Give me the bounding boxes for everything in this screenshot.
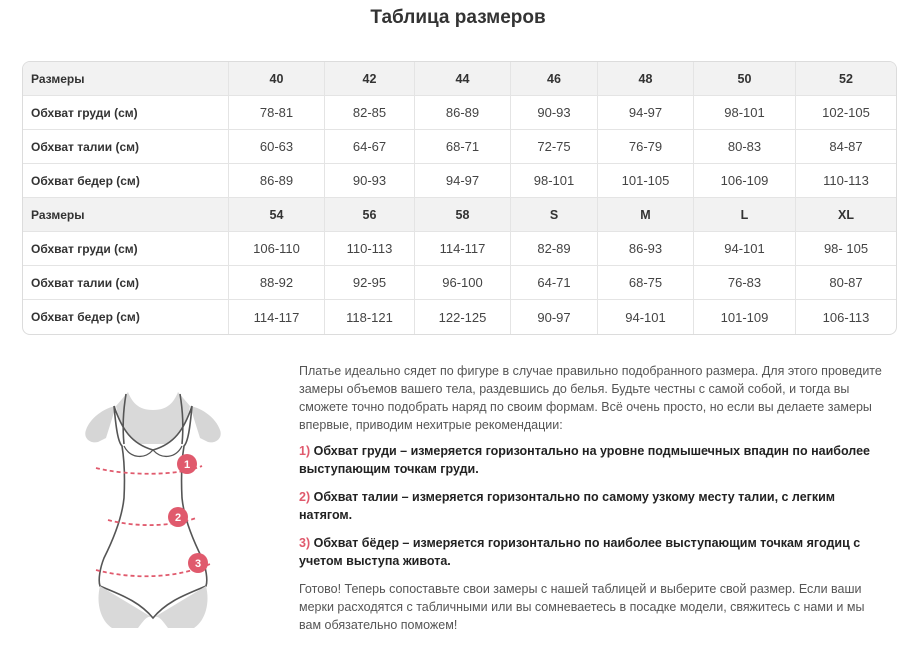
size-header-cell: M [598, 198, 694, 232]
measurement-value-cell: 60-63 [229, 130, 325, 164]
measurement-value-cell: 94-101 [598, 300, 694, 334]
size-header-cell: 48 [598, 62, 694, 96]
svg-text:1: 1 [183, 459, 191, 471]
page-title: Таблица размеров [370, 7, 546, 28]
measurement-value-cell: 64-67 [325, 130, 415, 164]
measurement-value-cell: 86-89 [229, 164, 325, 198]
measurement-value-cell: 94-101 [694, 232, 796, 266]
step-waist [299, 488, 885, 524]
size-header-cell: S [511, 198, 598, 232]
table-row [23, 300, 896, 334]
table-row [23, 96, 896, 130]
measurement-value-cell: 86-93 [598, 232, 694, 266]
measurement-value-cell: 88-92 [229, 266, 325, 300]
table-row [23, 266, 896, 300]
size-header-cell: XL [796, 198, 896, 232]
size-header-cell: 42 [325, 62, 415, 96]
step-text: Обхват талии – измеряется горизонтально по самому узкому месту талии, с легким натягом. [299, 490, 836, 522]
measure-marker-2 [168, 507, 188, 527]
size-header-cell: 54 [229, 198, 325, 232]
measurement-value-cell: 82-89 [511, 232, 598, 266]
measurement-value-cell: 96-100 [415, 266, 511, 300]
table-header-row [23, 198, 896, 232]
measurement-value-cell: 118-121 [325, 300, 415, 334]
measurement-value-cell: 76-83 [694, 266, 796, 300]
measurement-value-cell: 76-79 [598, 130, 694, 164]
measure-marker-1 [177, 454, 197, 474]
table-row [23, 232, 896, 266]
measurement-label-cell: Обхват талии (см) [23, 130, 229, 164]
body-figure-illustration [78, 388, 228, 628]
measurement-value-cell: 64-71 [511, 266, 598, 300]
measurement-label-cell: Обхват груди (см) [23, 232, 229, 266]
measurement-value-cell: 86-89 [415, 96, 511, 130]
measurement-value-cell: 106-109 [694, 164, 796, 198]
step-number: 1) [299, 444, 311, 458]
header-label-cell: Размеры [23, 62, 229, 96]
measurement-label-cell: Обхват бедер (см) [23, 300, 229, 334]
measurement-value-cell: 114-117 [415, 232, 511, 266]
measurement-value-cell: 94-97 [415, 164, 511, 198]
measurement-instructions [299, 362, 885, 644]
table-header-row [23, 62, 896, 96]
step-text: Обхват груди – измеряется горизонтально на уровне подмышечных впадин по наиболее выступающим точкам груди. [299, 444, 870, 476]
size-header-cell: 52 [796, 62, 896, 96]
measurement-value-cell: 94-97 [598, 96, 694, 130]
measurement-value-cell: 68-75 [598, 266, 694, 300]
step-hips [299, 534, 885, 570]
svg-text:3: 3 [194, 558, 202, 570]
step-bust [299, 442, 885, 478]
step-number: 2) [299, 490, 311, 504]
measurement-label-cell: Обхват бедер (см) [23, 164, 229, 198]
measurement-value-cell: 72-75 [511, 130, 598, 164]
measurement-value-cell: 122-125 [415, 300, 511, 334]
measurement-value-cell: 98-101 [694, 96, 796, 130]
measurement-value-cell: 80-87 [796, 266, 896, 300]
measurement-value-cell: 98- 105 [796, 232, 896, 266]
measurement-value-cell: 106-110 [229, 232, 325, 266]
measurement-value-cell: 68-71 [415, 130, 511, 164]
measurement-value-cell: 90-93 [511, 96, 598, 130]
measurement-value-cell: 78-81 [229, 96, 325, 130]
measurement-value-cell: 82-85 [325, 96, 415, 130]
measure-marker-3 [188, 553, 208, 573]
size-header-cell: 50 [694, 62, 796, 96]
measurement-value-cell: 110-113 [796, 164, 896, 198]
step-text: Обхват бёдер – измеряется горизонтально по наиболее выступающим точкам ягодиц с учетом выступа живота. [299, 536, 861, 568]
measurement-value-cell: 101-105 [598, 164, 694, 198]
measurement-value-cell: 80-83 [694, 130, 796, 164]
size-header-cell: 58 [415, 198, 511, 232]
size-header-cell: 46 [511, 62, 598, 96]
size-table [22, 61, 897, 335]
measurement-value-cell: 114-117 [229, 300, 325, 334]
size-header-cell: 40 [229, 62, 325, 96]
step-number: 3) [299, 536, 311, 550]
table-row [23, 130, 896, 164]
size-header-cell: 44 [415, 62, 511, 96]
measurement-label-cell: Обхват груди (см) [23, 96, 229, 130]
header-label-cell: Размеры [23, 198, 229, 232]
svg-text:2: 2 [174, 512, 182, 524]
measurement-value-cell: 92-95 [325, 266, 415, 300]
measurement-value-cell: 84-87 [796, 130, 896, 164]
body-silhouette [85, 392, 220, 628]
measurement-label-cell: Обхват талии (см) [23, 266, 229, 300]
table-row [23, 164, 896, 198]
measurement-value-cell: 90-97 [511, 300, 598, 334]
size-header-cell: 56 [325, 198, 415, 232]
intro-text: Платье идеально сядет по фигуре в случае правильно подобранного размера. Для этого проведите замеры объемов вашего тела, раздевшись до белья. Будьте честны с самой собой, и тогда вы сможете точно подобрать наряд по своим формам. Всё очень просто, но если вы делаете замеры впервые, приводим нехитрые рекомендации: [299, 364, 882, 432]
outro-text: Готово! Теперь сопоставьте свои замеры с нашей таблицей и выберите свой размер. Если ваши мерки расходятся с табличными или вы сомневаетесь в посадке модели, свяжитесь с нами и мы вам обязательно поможем! [299, 582, 865, 632]
measurement-value-cell: 106-113 [822, 309, 870, 325]
measurement-value-cell: 101-109 [694, 300, 796, 334]
measurement-value-cell: 98-101 [511, 164, 598, 198]
measurement-value-cell: 90-93 [325, 164, 415, 198]
size-header-cell: L [694, 198, 796, 232]
measurement-value-cell: 102-105 [796, 96, 896, 130]
measurement-value-cell: 110-113 [325, 232, 415, 266]
